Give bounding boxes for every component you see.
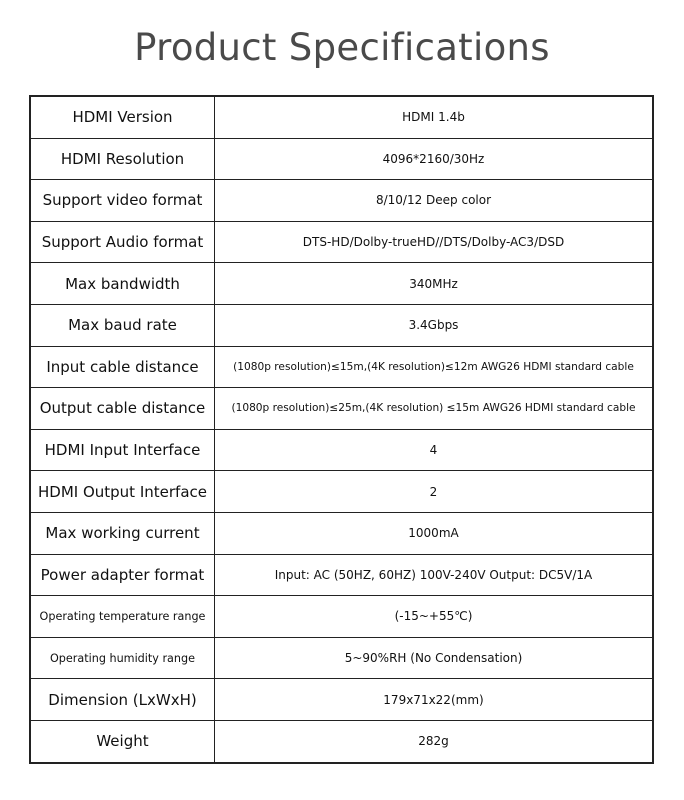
table-row xyxy=(30,96,653,138)
table-row xyxy=(30,263,653,305)
table-row xyxy=(30,471,653,513)
spec-label: HDMI Input Interface xyxy=(30,429,215,471)
table-row xyxy=(30,221,653,263)
spec-value: DTS-HD/Dolby-trueHD//DTS/Dolby-AC3/DSD xyxy=(215,221,654,263)
spec-label: Max working current xyxy=(30,512,215,554)
spec-value: (1080p resolution)≤25m,(4K resolution) ≤15m AWG26 HDMI standard cable xyxy=(215,388,654,430)
table-row xyxy=(30,679,653,721)
spec-label: Weight xyxy=(30,720,215,762)
spec-label: Support Audio format xyxy=(30,221,215,263)
table-row xyxy=(30,138,653,180)
spec-value: 1000mA xyxy=(215,512,654,554)
spec-value: HDMI 1.4b xyxy=(215,96,654,138)
spec-label: Power adapter format xyxy=(30,554,215,596)
spec-value: 4 xyxy=(215,429,654,471)
spec-value: 2 xyxy=(215,471,654,513)
spec-label: HDMI Resolution xyxy=(30,138,215,180)
spec-value: 179x71x22(mm) xyxy=(215,679,654,721)
table-row xyxy=(30,388,653,430)
spec-label: Max bandwidth xyxy=(30,263,215,305)
spec-label: Input cable distance xyxy=(30,346,215,388)
spec-value: (1080p resolution)≤15m,(4K resolution)≤12m AWG26 HDMI standard cable xyxy=(215,346,654,388)
spec-value: 5~90%RH (No Condensation) xyxy=(215,637,654,679)
table-row xyxy=(30,429,653,471)
spec-label: Output cable distance xyxy=(30,388,215,430)
table-row xyxy=(30,554,653,596)
spec-label: Max baud rate xyxy=(30,304,215,346)
spec-label: Operating temperature range xyxy=(30,596,215,638)
spec-value: 3.4Gbps xyxy=(215,304,654,346)
table-row xyxy=(30,596,653,638)
spec-value: 4096*2160/30Hz xyxy=(215,138,654,180)
spec-value: 8/10/12 Deep color xyxy=(215,180,654,222)
spec-value: 282g xyxy=(215,720,654,762)
table-row xyxy=(30,304,653,346)
spec-value: Input: AC (50HZ, 60HZ) 100V-240V Output: DC5V/1A xyxy=(215,554,654,596)
spec-value: (-15~+55℃) xyxy=(215,596,654,638)
spec-label: HDMI Version xyxy=(30,96,215,138)
spec-table xyxy=(29,95,654,764)
table-row xyxy=(30,720,653,762)
spec-label: Dimension (LxWxH) xyxy=(30,679,215,721)
page-title: Product Specifications xyxy=(134,26,550,69)
table-row xyxy=(30,180,653,222)
spec-value: 340MHz xyxy=(215,263,654,305)
table-row xyxy=(30,637,653,679)
spec-label: HDMI Output Interface xyxy=(30,471,215,513)
spec-label: Operating humidity range xyxy=(30,637,215,679)
table-row xyxy=(30,512,653,554)
spec-label: Support video format xyxy=(30,180,215,222)
table-row xyxy=(30,346,653,388)
